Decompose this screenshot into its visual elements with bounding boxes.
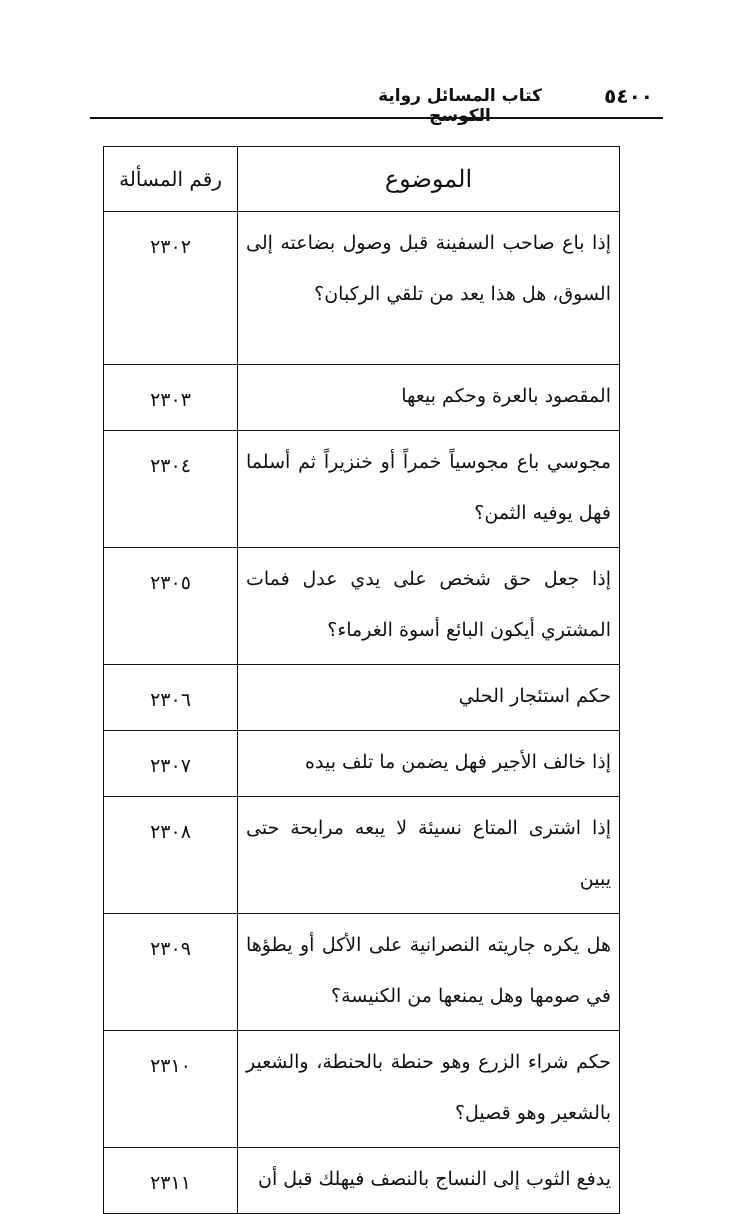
header-rule <box>90 117 663 119</box>
row-number: ٢٣٠٧ <box>104 731 238 797</box>
table-row <box>104 914 620 1031</box>
row-topic: إذا جعل حق شخص على يدي عدل فمات المشتري أيكون البائع أسوة الغرماء؟ <box>238 548 620 665</box>
table-row <box>104 797 620 914</box>
table-row <box>104 212 620 365</box>
table-row <box>104 365 620 431</box>
table-row <box>104 665 620 731</box>
row-topic: حكم شراء الزرع وهو حنطة بالحنطة، والشعير بالشعير وهو قصيل؟ <box>238 1031 620 1148</box>
page-header <box>90 84 663 126</box>
table-row <box>104 731 620 797</box>
table-header-row <box>104 147 620 212</box>
row-topic: حكم استئجار الحلي <box>238 665 620 731</box>
row-number: ٢٣٠٥ <box>104 548 238 665</box>
row-number: ٢٣٠٣ <box>104 365 238 431</box>
row-topic: المقصود بالعرة وحكم بيعها <box>238 365 620 431</box>
row-number: ٢٣٠٩ <box>104 914 238 1031</box>
table-row <box>104 548 620 665</box>
row-number: ٢٣٠٨ <box>104 797 238 914</box>
row-number: ٢٣٠٤ <box>104 431 238 548</box>
row-topic: إذا اشترى المتاع نسيئة لا يبعه مرابحة حتى يبين <box>238 797 620 914</box>
table-row <box>104 1148 620 1214</box>
row-topic: مجوسي باع مجوسياً خمراً أو خنزيراً ثم أسلما فهل يوفيه الثمن؟ <box>238 431 620 548</box>
page-number: ٥٤٠٠ <box>604 84 653 108</box>
row-topic: إذا خالف الأجير فهل يضمن ما تلف بيده <box>238 731 620 797</box>
row-topic: هل يكره جاريته النصرانية على الأكل أو يطؤها في صومها وهل يمنعها من الكنيسة؟ <box>238 914 620 1031</box>
column-header-number: رقم المسألة <box>104 147 238 212</box>
row-topic: يدفع الثوب إلى النساج بالنصف فيهلك قبل أن <box>238 1148 620 1214</box>
row-number: ٢٣١١ <box>104 1148 238 1214</box>
row-number: ٢٣٠٦ <box>104 665 238 731</box>
row-number: ٢٣١٠ <box>104 1031 238 1148</box>
table-row <box>104 431 620 548</box>
column-header-topic: الموضوع <box>238 147 620 212</box>
book-title: كتاب المسائل رواية الكوسج <box>378 86 542 126</box>
row-topic: إذا باع صاحب السفينة قبل وصول بضاعته إلى السوق، هل هذا يعد من تلقي الركبان؟ <box>238 212 620 365</box>
table-row <box>104 1031 620 1148</box>
index-table <box>103 146 620 1214</box>
row-number: ٢٣٠٢ <box>104 212 238 365</box>
